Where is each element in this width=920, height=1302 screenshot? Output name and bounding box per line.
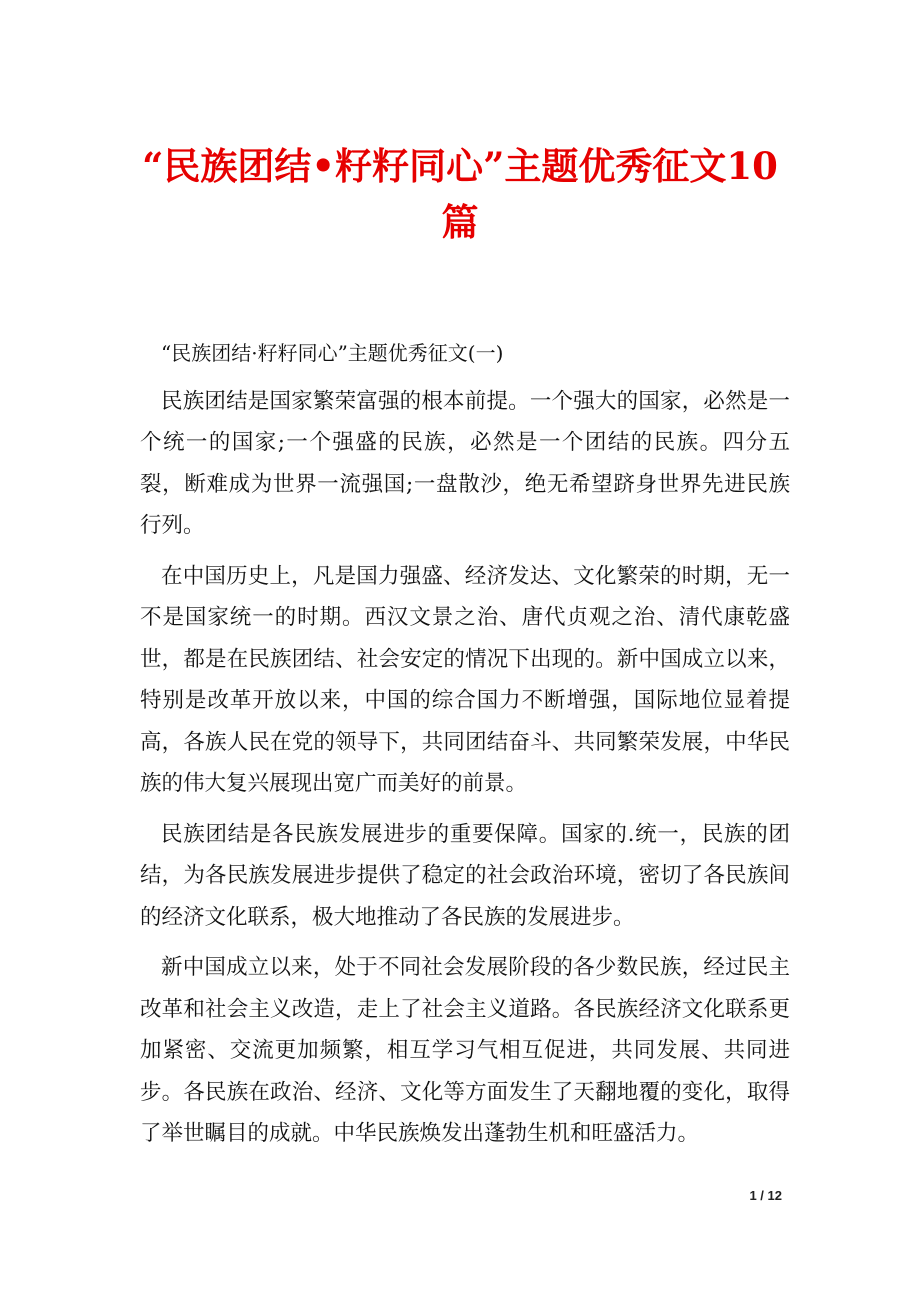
title-line-2: 篇 xyxy=(441,200,479,244)
document-title xyxy=(130,138,790,250)
title-line-1: “民族团结•籽籽同心”主题优秀征文10 xyxy=(142,144,778,188)
paragraph: 新中国成立以来，处于不同社会发展阶段的各少数民族，经过民主改革和社会主义改造，走上了社会主义道路。各民族经济文化联系更加紧密、交流更加频繁，相互学习气相互促进，共同发展、共同进步。各民族在政治、经济、文化等方面发生了天翻地覆的变化，取得了举世瞩目的成就。中华民族焕发出蓬勃生机和旺盛活力。 xyxy=(140,955,790,1146)
section-heading: “民族团结·籽籽同心”主题优秀征文(一) xyxy=(161,341,504,365)
paragraph: 民族团结是各民族发展进步的重要保障。国家的.统一，民族的团结，为各民族发展进步提供了稳定的社会政治环境，密切了各民族间的经济文化联系，极大地推动了各民族的发展进步。 xyxy=(140,821,790,930)
page-number: 1 / 12 xyxy=(749,1188,782,1203)
document-body xyxy=(140,333,790,1164)
paragraph: 在中国历史上，凡是国力强盛、经济发达、文化繁荣的时期，无一不是国家统一的时期。西汉文景之治、唐代贞观之治、清代康乾盛世，都是在民族团结、社会安定的情况下出现的。新中国成立以来，特别是改革开放以来，中国的综合国力不断增强，国际地位显着提高，各族人民在党的领导下，共同团结奋斗、共同繁荣发展，中华民族的伟大复兴展现出宽广而美好的前景。 xyxy=(140,563,790,796)
paragraph: 民族团结是国家繁荣富强的根本前提。一个强大的国家，必然是一个统一的国家;一个强盛的民族，必然是一个团结的民族。四分五裂，断难成为世界一流强国;一盘散沙，绝无希望跻身世界先进民族行列。 xyxy=(140,388,790,538)
